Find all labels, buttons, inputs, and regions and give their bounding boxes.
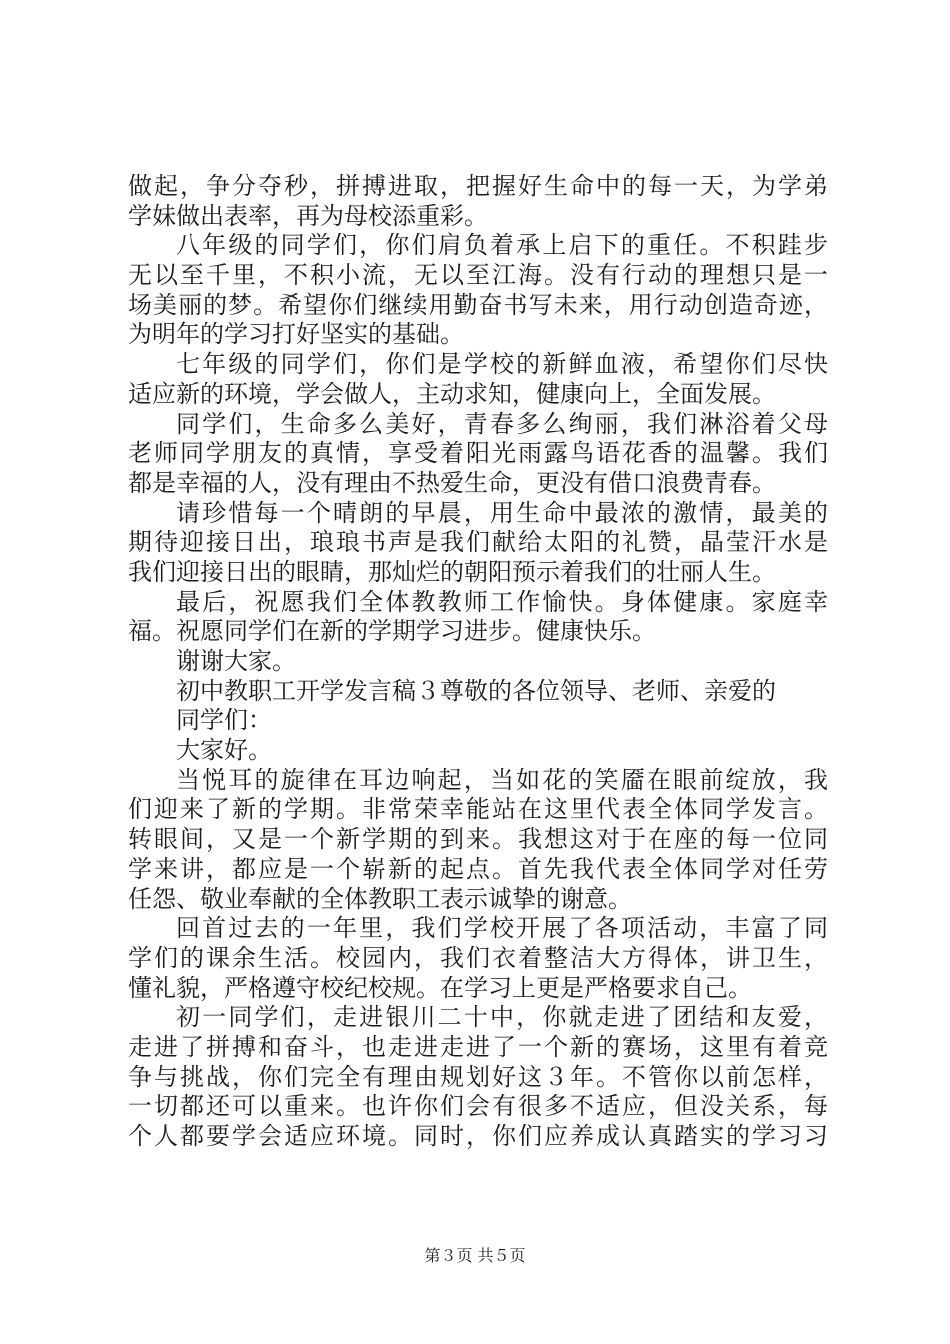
text-line: 走进了拼搏和奋斗，也走进走进了一个新的赛场，这里有着竞 bbox=[128, 1032, 828, 1061]
text-line: 回首过去的一年里，我们学校开展了各项活动，丰富了同 bbox=[176, 914, 828, 943]
text-line: 同学们，生命多么美好，青春多么绚丽，我们淋浴着父母 bbox=[176, 409, 828, 438]
text-line: 最后，祝愿我们全体教教师工作愉快。身体健康。家庭幸 bbox=[176, 587, 828, 616]
text-line: 转眼间，又是一个新学期的到来。我想这对于在座的每一位同 bbox=[128, 825, 828, 854]
text-line: 无以至千里，不积小流，无以至江海。没有行动的理想只是一 bbox=[128, 261, 828, 290]
text-line: 学来讲，都应是一个崭新的起点。首先我代表全体同学对任劳 bbox=[128, 854, 828, 883]
text-line: 们迎来了新的学期。非常荣幸能站在这里代表全体同学发言。 bbox=[128, 795, 828, 824]
text-line: 七年级的同学们，你们是学校的新鲜血液，希望你们尽快 bbox=[176, 350, 828, 379]
text-line: 适应新的环境，学会做人，主动求知，健康向上，全面发展。 bbox=[128, 379, 776, 408]
text-line: 学们的课余生活。校园内，我们衣着整洁大方得体，讲卫生， bbox=[128, 943, 828, 972]
text-line: 老师同学朋友的真情，享受着阳光雨露鸟语花香的温馨。我们 bbox=[128, 439, 828, 468]
text-line: 谢谢大家。 bbox=[176, 647, 296, 675]
text-line: 请珍惜每一个晴朗的早晨，用生命中最浓的激情，最美的 bbox=[176, 498, 828, 527]
text-line: 我们迎接日出的眼睛，那灿烂的朝阳预示着我们的壮丽人生。 bbox=[128, 557, 776, 586]
body-text bbox=[128, 172, 828, 1152]
text-line: 八年级的同学们，你们肩负着承上启下的重任。不积跬步 bbox=[176, 231, 828, 260]
text-line: 做起，争分夺秒，拼搏进取，把握好生命中的每一天，为学弟 bbox=[128, 172, 828, 200]
text-line: 都是幸福的人，没有理由不热爱生命，更没有借口浪费青春。 bbox=[128, 468, 776, 497]
text-line: 场美丽的梦。希望你们继续用勤奋书写未来，用行动创造奇迹， bbox=[128, 290, 828, 319]
text-line: 当悦耳的旋律在耳边响起，当如花的笑靥在眼前绽放，我 bbox=[176, 765, 828, 794]
text-line: 个人都要学会适应环境。同时，你们应养成认真踏实的学习习 bbox=[128, 1122, 828, 1150]
text-line: 初中教职工开学发言稿３尊敬的各位领导、老师、亲爱的 bbox=[176, 676, 776, 705]
text-line: 福。祝愿同学们在新的学期学习进步。健康快乐。 bbox=[128, 617, 656, 646]
text-line: 学妹做出表率，再为母校添重彩。 bbox=[128, 201, 488, 230]
text-line: 任怨、敬业奉献的全体教职工表示诚挚的谢意。 bbox=[128, 884, 632, 913]
text-line: 一切都还可以重来。也许你们会有很多不适应，但没关系，每 bbox=[128, 1092, 828, 1121]
text-line: 为明年的学习打好坚实的基础。 bbox=[128, 320, 464, 349]
text-line: 期待迎接日出，琅琅书声是我们献给太阳的礼赞，晶莹汗水是 bbox=[128, 528, 828, 557]
text-line: 大家好。 bbox=[176, 736, 272, 765]
text-line: 懂礼貌，严格遵守校纪校规。在学习上更是严格要求自己。 bbox=[128, 973, 752, 1002]
text-line: 争与挑战，你们完全有理由规划好这３年。不管你以前怎样， bbox=[128, 1062, 828, 1091]
text-line: 初一同学们，走进银川二十中，你就走进了团结和友爱， bbox=[176, 1003, 828, 1032]
page-footer: 第３页 共５页 bbox=[424, 1246, 526, 1265]
text-line: 同学们： bbox=[176, 706, 272, 735]
